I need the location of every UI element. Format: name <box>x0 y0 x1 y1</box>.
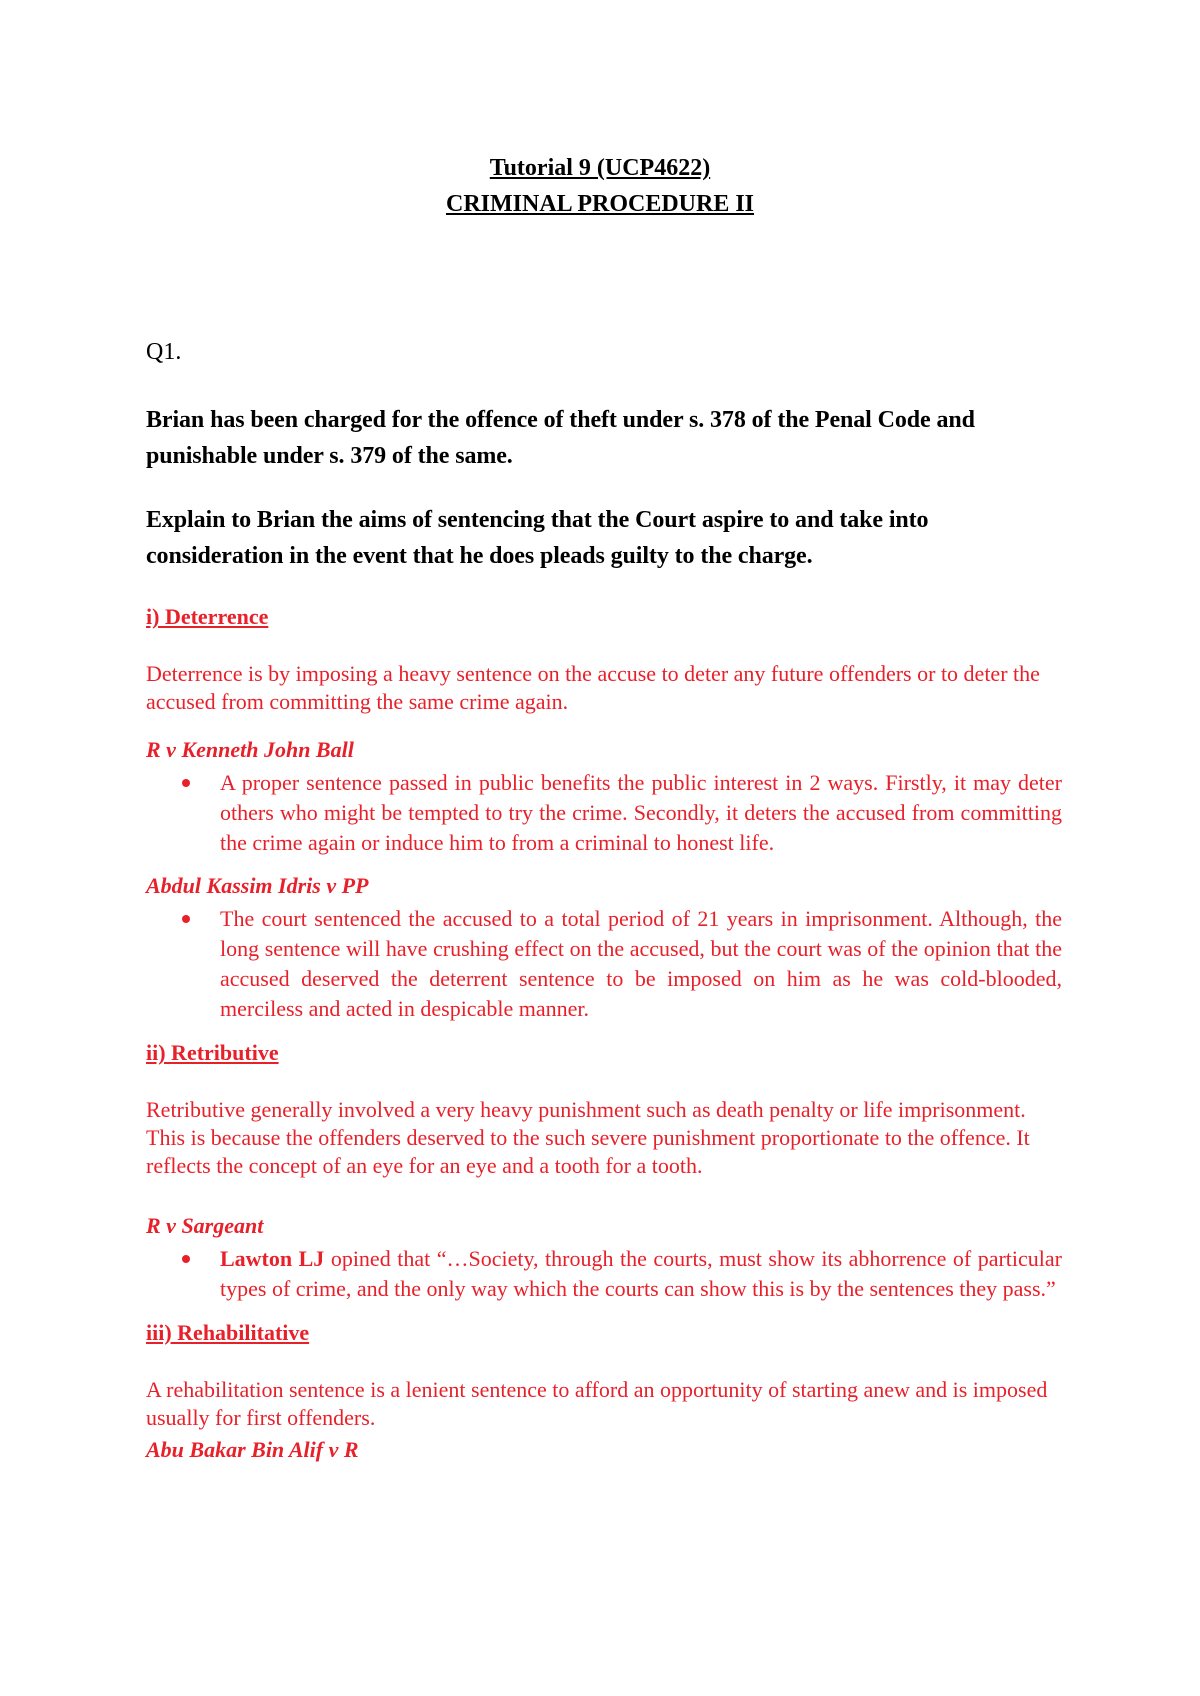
case-points <box>146 768 1062 858</box>
case-points <box>146 904 1062 1024</box>
section-heading-deterrence: i) Deterrence <box>146 604 269 629</box>
case-name: R v Kenneth John Ball <box>146 737 354 762</box>
case-point <box>146 904 1062 1024</box>
case-point-text: opined that “…Society, through the courts, must show its abhorrence of particular types of crime, and the only way which the courts can show this is by the sentences they pass.” <box>220 1246 1062 1301</box>
section-body-rehabilitative: A rehabilitation sentence is a lenient sentence to afford an opportunity of starting anew and is imposed usually for first offenders. <box>146 1377 1048 1430</box>
case-points <box>146 1244 1062 1304</box>
bullet-dot-icon <box>182 915 190 923</box>
document-title: Tutorial 9 (UCP4622) <box>489 155 711 181</box>
section-heading-retributive: ii) Retributive <box>146 1040 279 1065</box>
judge-name: Lawton LJ <box>220 1246 325 1271</box>
section-body-deterrence: Deterrence is by imposing a heavy sentence on the accuse to deter any future offenders or to deter the accused from committing the same crime again. <box>146 661 1040 714</box>
case-point <box>146 768 1062 858</box>
question-paragraph-1: Brian has been charged for the offence of theft under s. 378 of the Penal Code and punishable under s. 379 of the same. <box>146 407 975 469</box>
case-name: R v Sargeant <box>146 1213 264 1238</box>
case-point-text: The court sentenced the accused to a total period of 21 years in imprisonment. Although, the long sentence will have crushing effect on the accused, but the court was of the opinion that the accused deserved the deterrent sentence to be imposed on him as he was cold-blooded, merciless and acted in despicable manner. <box>220 906 1062 1021</box>
question-label: Q1. <box>146 339 182 365</box>
case-point-text: A proper sentence passed in public benefits the public interest in 2 ways. Firstly, it may deter others who might be tempted to try the crime. Secondly, it deters the accused from committing the crime again or induce him to from a criminal to honest life. <box>220 770 1062 855</box>
bullet-dot-icon <box>182 779 190 787</box>
section-body-retributive: Retributive generally involved a very heavy punishment such as death penalty or life imprisonment. This is because the offenders deserved to the such severe punishment proportionate to the offence. It reflects the concept of an eye for an eye and a tooth for a tooth. <box>146 1097 1030 1178</box>
section-heading-rehabilitative: iii) Rehabilitative <box>146 1320 310 1345</box>
document-body <box>146 334 1062 1468</box>
question-paragraph-2: Explain to Brian the aims of sentencing that the Court aspire to and take into consideration in the event that he does pleads guilty to the charge. <box>146 507 929 569</box>
case-name: Abdul Kassim Idris v PP <box>146 873 369 898</box>
title-block <box>0 150 1200 222</box>
case-name: Abu Bakar Bin Alif v R <box>146 1437 359 1462</box>
bullet-dot-icon <box>182 1255 190 1263</box>
case-point <box>146 1244 1062 1304</box>
document-subtitle: CRIMINAL PROCEDURE II <box>445 191 755 217</box>
